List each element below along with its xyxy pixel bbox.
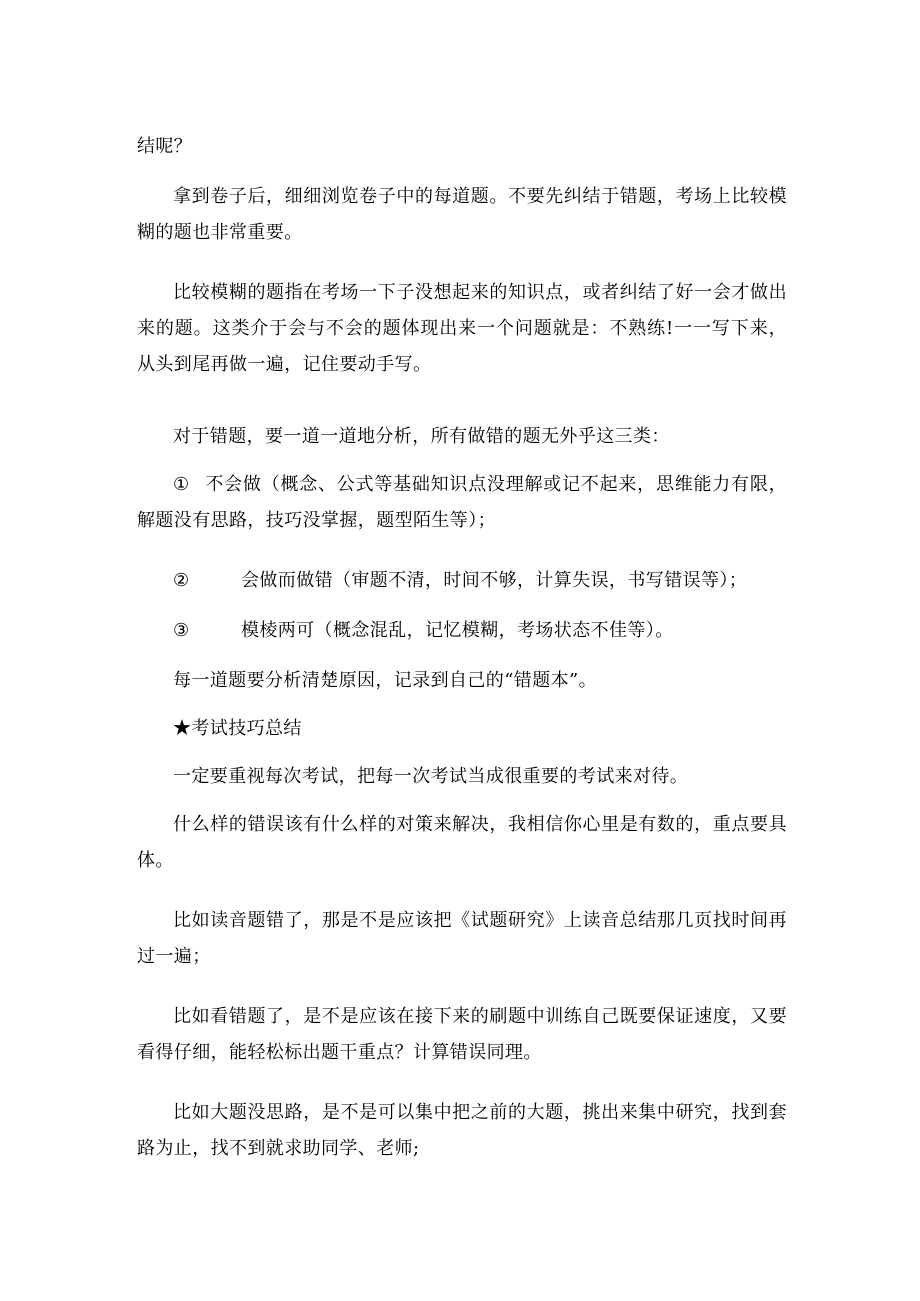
list-number: ① <box>173 474 190 495</box>
paragraph-vague-questions: 比较模糊的题指在考场一下子没想起来的知识点，或者纠结了好一会才做出来的题。这类介于会与不会的题体现出来一个问题就是：不熟练!一一写下来，从头到尾再做一遍，记住要动手写。 <box>137 282 787 375</box>
list-item-category-1 <box>137 467 787 539</box>
paragraph-take-exams-seriously: 一定要重视每次考试，把每一次考试当成很重要的考试来对待。 <box>173 766 689 787</box>
list-item-text: 模棱两可（概念混乱，记忆模糊，考场状态不佳等）。 <box>241 620 674 641</box>
paragraph-misreading-example: 比如看错题了，是不是应该在接下来的刷题中训练自己既要保证速度，又要看得仔细，能轻松标出题干重点？计算错误同理。 <box>137 1006 787 1063</box>
list-item-text: 不会做（概念、公式等基础知识点没理解或记不起来，思维能力有限，解题没有思路，技巧没掌握，题型陌生等）； <box>137 474 787 531</box>
section-title: ★考试技巧总结 <box>173 718 302 739</box>
list-number: ③ <box>173 620 190 641</box>
list-item-category-3 <box>137 613 787 649</box>
paragraph-continuation: 结呢？ <box>137 136 193 157</box>
paragraph-big-question-example: 比如大题没思路，是不是可以集中把之前的大题，挑出来集中研究，找到套路为止，找不到就求助同学、老师; <box>137 1102 787 1159</box>
list-number: ② <box>173 570 190 591</box>
list-item-category-2 <box>137 563 787 599</box>
paragraph-specific-strategy: 什么样的错误该有什么样的对策来解决，我相信你心里是有数的，重点要具体。 <box>137 814 787 871</box>
paragraph-browse-paper: 拿到卷子后，细细浏览卷子中的每道题。不要先纠结于错题，考场上比较模糊的题也非常重要。 <box>137 186 787 243</box>
paragraph-pronunciation-example: 比如读音题错了，那是不是应该把《试题研究》上读音总结那几页找时间再过一遍； <box>137 910 787 967</box>
list-item-text: 会做而做错（审题不清，时间不够，计算失误，书写错误等）； <box>241 570 748 591</box>
paragraph-error-notebook: 每一道题要分析清楚原因，记录到自己的“错题本”。 <box>173 670 598 691</box>
paragraph-wrong-questions: 对于错题，要一道一道地分析，所有做错的题无外乎这三类： <box>173 426 670 447</box>
